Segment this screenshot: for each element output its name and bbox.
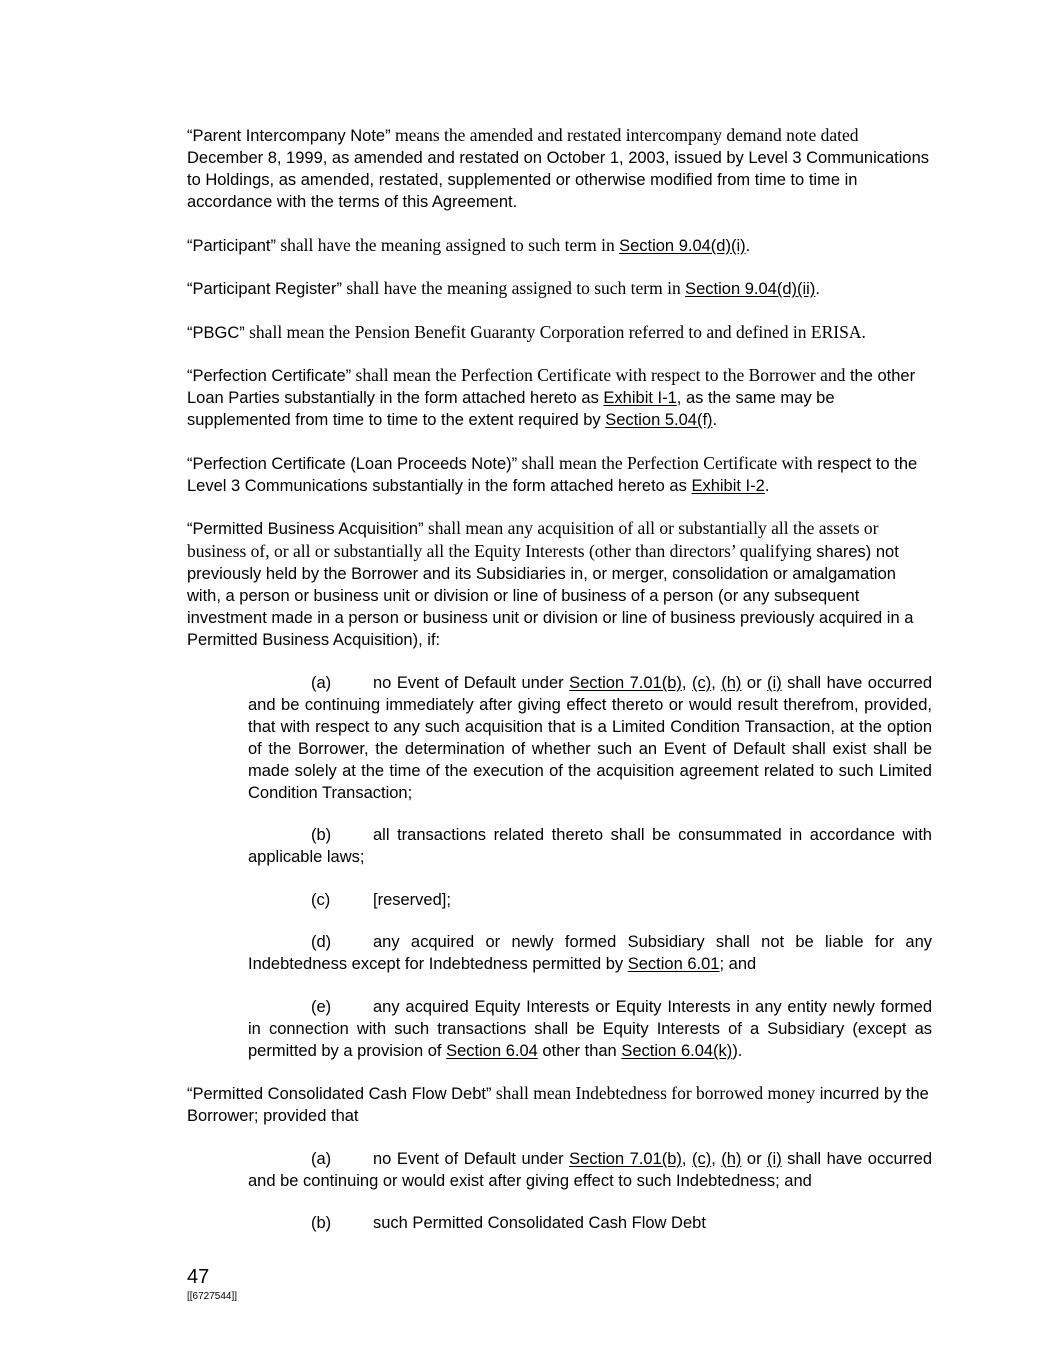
- punctuation: .: [712, 411, 718, 429]
- clause-c: [248, 889, 932, 911]
- clause-text: ,: [711, 1149, 722, 1168]
- definition-text: shall mean the Pension Benefit Guaranty Corporation referred to and defined in ERISA.: [244, 321, 866, 342]
- section-reference: Section 7.01(b): [569, 673, 682, 692]
- clause-label: (e): [311, 997, 332, 1016]
- clause-b: [248, 1212, 932, 1234]
- clause-label: (b): [311, 826, 332, 844]
- definition-text: shall have the meaning assigned to such term in: [341, 278, 686, 298]
- section-reference: Section 7.01(b): [569, 1149, 682, 1168]
- clause-text: ).: [732, 1041, 743, 1060]
- clause-text: ,: [711, 673, 722, 692]
- clause-a: [248, 672, 932, 804]
- section-reference: (c): [691, 1149, 712, 1168]
- clause-text: [reserved];: [373, 890, 451, 909]
- term: “Perfection Certificate (Loan Proceeds Note)”: [187, 454, 518, 473]
- clause-e: [248, 996, 932, 1062]
- definition-participant: [187, 234, 932, 257]
- clause-text: any acquired Equity Interests or Equity Interests in any entity newly formed in connection with such transactions shall be Equity Interests of a Subsidiary (except as permitted by a provision of: [248, 997, 932, 1060]
- clause-text: or: [741, 673, 768, 692]
- definition-text: the other Loan Parties substantially in the form attached hereto as: [187, 367, 916, 407]
- clause-text: or: [741, 1149, 768, 1168]
- definition-text: shall mean Indebtedness for borrowed money: [491, 1083, 816, 1103]
- definition-pbgc: [187, 321, 932, 344]
- definition-perfection-certificate: [187, 364, 932, 431]
- punctuation: .: [764, 476, 770, 495]
- document-body: [187, 124, 932, 1255]
- clause-label: (a): [311, 1149, 332, 1168]
- section-reference: Section 9.04(d)(ii): [685, 280, 816, 298]
- clause-text: all transactions related thereto shall be consummated in accordance with applicable laws;: [248, 826, 932, 866]
- definition-text: incurred by the Borrower; provided that: [187, 1085, 929, 1125]
- clause-text: shall have occurred and be continuing immediately after giving effect thereto or would result therefrom, provided, that with respect to any such acquisition that is a Limited Condition Transaction, at the option of the Borrower, the determination of whether such an Event of Default shall exist shall be made solely at the time of the execution of the acquisition agreement related to such Limited Condition Transaction;: [248, 673, 933, 802]
- section-reference: (h): [721, 673, 742, 692]
- definition-text: respect to the Level 3 Communications substantially in the form attached hereto as: [187, 454, 918, 495]
- section-reference: (c): [691, 673, 712, 692]
- clause-d: [248, 931, 932, 975]
- term: “PBGC”: [187, 323, 245, 342]
- clause-label: (a): [311, 673, 332, 692]
- punctuation: .: [745, 236, 751, 255]
- clause-label: (d): [311, 933, 332, 951]
- section-reference: Section 6.04(k): [621, 1041, 733, 1060]
- definition-perfection-certificate-loan-proceeds-note: [187, 452, 932, 497]
- definition-text: shall mean any acquisition of all or substantially all the assets or business of, or all or substantially all the Equity Interests (other than directors’ qualifying: [187, 518, 879, 561]
- definition-text: means the amended and restated intercompany demand note dated: [390, 125, 859, 145]
- term: “Perfection Certificate”: [187, 367, 352, 385]
- section-reference: Section 6.04: [446, 1041, 538, 1060]
- section-reference: (h): [721, 1149, 742, 1168]
- punctuation: .: [815, 280, 820, 298]
- definition-text: shall mean the Perfection Certificate with respect to the Borrower and: [351, 365, 846, 385]
- clause-text: other than: [537, 1041, 622, 1060]
- clause-label: (c): [311, 890, 331, 909]
- clause-text: ,: [681, 673, 692, 692]
- clause-text: no Event of Default under: [373, 673, 570, 692]
- clause-text: shall have occurred and be continuing or would exist after giving effect to such Indebtedness; and: [248, 1149, 933, 1190]
- clause-text: any acquired or newly formed Subsidiary shall not be liable for any Indebtedness except for Indebtedness permitted by: [248, 933, 932, 973]
- page-number: 47: [187, 1266, 210, 1288]
- section-reference: Section 9.04(d)(i): [619, 236, 746, 255]
- clause-text: no Event of Default under: [373, 1149, 570, 1168]
- document-id: [[6727544]]: [187, 1291, 238, 1302]
- clause-b: [248, 824, 932, 868]
- definition-text: December 8, 1999, as amended and restated on October 1, 2003, issued by Level 3 Communications to Holdings, as amended, restated, supplemented or otherwise modified from time to time in accordance with the terms of this Agreement.: [187, 149, 930, 211]
- term: “Participant Register”: [187, 280, 342, 298]
- term: “Parent Intercompany Note”: [187, 127, 391, 145]
- section-reference: Section 5.04(f): [605, 411, 713, 429]
- section-reference: (i): [767, 1149, 782, 1168]
- term: “Participant”: [187, 236, 276, 255]
- clause-text: ,: [681, 1149, 692, 1168]
- clause-label: (b): [311, 1214, 332, 1232]
- definition-participant-register: [187, 277, 932, 300]
- definition-text: shall mean the Perfection Certificate with: [517, 452, 813, 473]
- exhibit-reference: Exhibit I-1: [603, 389, 677, 407]
- exhibit-reference: Exhibit I-2: [691, 476, 765, 495]
- term: “Permitted Consolidated Cash Flow Debt”: [187, 1085, 492, 1103]
- definition-text: shares) not previously held by the Borrower and its Subsidiaries in, or merger, consolidation or amalgamation with, a person or business unit or division or line of business of a person (or any subsequent investment made in a person or business unit or division or line of business previously acquired in a Permitted Business Acquisition), if:: [187, 543, 914, 649]
- term: “Permitted Business Acquisition”: [187, 520, 424, 538]
- definition-text: shall have the meaning assigned to such term in: [275, 234, 620, 255]
- section-reference: Section 6.01: [627, 955, 720, 973]
- clause-a: [248, 1148, 932, 1192]
- clause-text: ; and: [719, 955, 757, 973]
- definition-permitted-consolidated-cash-flow-debt: [187, 1082, 932, 1127]
- definition-permitted-business-acquisition: [187, 517, 932, 651]
- definition-parent-intercompany-note: [187, 124, 932, 213]
- clause-text: such Permitted Consolidated Cash Flow Debt: [373, 1214, 706, 1232]
- section-reference: (i): [767, 673, 782, 692]
- definition-text: , as the same may be supplemented from time to time to the extent required by: [187, 389, 835, 429]
